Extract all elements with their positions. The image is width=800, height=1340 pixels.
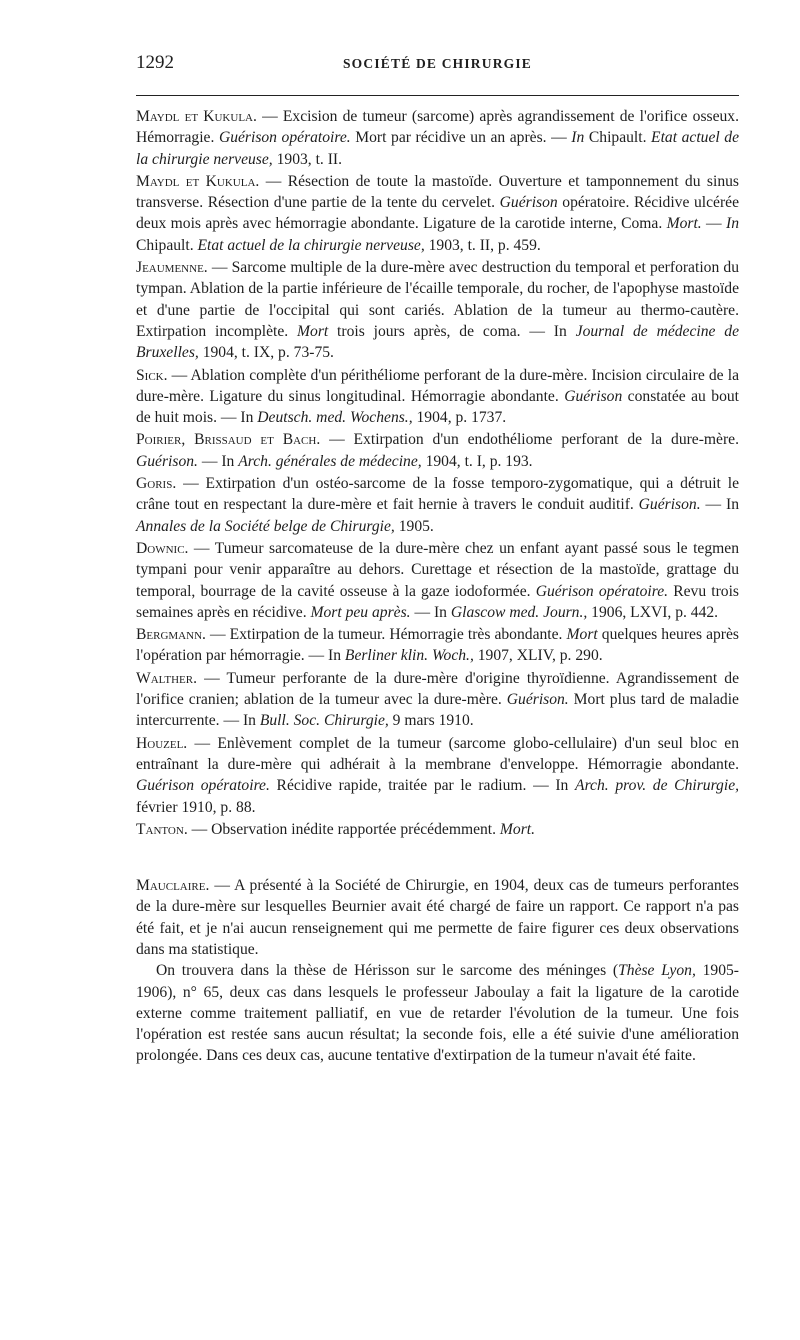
- case-entry: [136, 538, 739, 623]
- text-segment: — Enlèvement complet de la tumeur (sarcome globo-cellulaire) d'un seul bloc en entraînant la dure-mère qui adhérait à la membrane d'enveloppe. Hémorragie abondante.: [136, 734, 739, 773]
- text-segment: Revu trois semaines après en récidive.: [136, 582, 740, 621]
- italic-text: Mort.: [666, 215, 702, 233]
- case-list: [136, 106, 739, 840]
- case-entry: [136, 257, 739, 363]
- italic-text: Mort: [297, 322, 329, 340]
- author-name: Maydl et Kukula.: [136, 172, 260, 190]
- italic-text: Bull. Soc. Chirurgie,: [259, 712, 389, 730]
- author-name: Mauclaire.: [136, 877, 210, 895]
- text-segment: — Ablation complète d'un périthéliome perforant de la dure-mère. Incision circulaire de la dure-mère. Ligature du sinus longitudinal. Hémorragie abondante.: [136, 366, 739, 405]
- text-segment: Chipault.: [584, 129, 652, 147]
- italic-text: Mort.: [499, 820, 536, 838]
- page-body: [136, 106, 739, 1067]
- text-segment: 1903, t. II, p. 459.: [424, 236, 541, 254]
- text-segment: Mort par récidive un an après. —: [350, 129, 572, 147]
- author-name: Walther.: [136, 669, 197, 687]
- case-entry: [136, 429, 739, 472]
- italic-text: Etat actuel de la chirurgie nerveuse,: [136, 129, 739, 168]
- italic-text: Journal de médecine de Bruxelles,: [136, 322, 740, 362]
- text-segment: 1907, XLIV, p. 290.: [473, 647, 603, 665]
- text-segment: — A présenté à la Société de Chirurgie, en 1904, deux cas de tumeurs perforantes de la dure-mère sur lesquelles Beurnier avait été chargé de faire un rapport. Ce rapport n'a pas été fait, et je n'ai aucun renseignement qui me permette de faire figurer ces deux observations dans ma statistique.: [136, 877, 739, 958]
- italic-text: Guérison opératoire.: [535, 582, 669, 600]
- text-segment: opératoire. Récidive ulcérée deux mois après avec hémorragie abondante. Ligature de la carotide interne, Coma.: [136, 194, 739, 233]
- italic-text: Guérison.: [506, 691, 569, 709]
- italic-text: In: [726, 215, 739, 233]
- text-segment: — Observation inédite rapportée précédemment.: [187, 820, 500, 838]
- paragraph: [136, 875, 739, 960]
- text-segment: — Tumeur perforante de la dure-mère d'origine thyroïdienne. Agrandissement de l'orifice cranien; ablation de la tumeur avec la dure-mère.: [136, 669, 739, 709]
- case-entry: [136, 819, 739, 840]
- italic-text: Guérison opératoire.: [218, 129, 351, 147]
- author-name: Downic.: [136, 539, 189, 557]
- italic-text: Deutsch. med. Wochens.,: [257, 409, 413, 427]
- text-segment: 1904, t. I, p. 193.: [421, 452, 533, 470]
- text-segment: — Extirpation de la tumeur. Hémorragie très abondante.: [205, 626, 567, 644]
- italic-text: Guérison.: [136, 452, 198, 470]
- text-segment: — Sarcome multiple de la dure-mère avec destruction du temporal et perforation du tympan. Ablation de la partie inférieure de l'écaille temporale, du rocher, de l'apophyse mastoïde et d'une partie de l'occipital qui sont cariés. Ablation de la tumeur au thermo-cautère. Extirpation incomplète.: [136, 259, 739, 340]
- case-entry: [136, 668, 739, 732]
- text-segment: — In: [700, 496, 739, 514]
- case-entry: [136, 733, 739, 818]
- italic-text: Berliner klin. Woch.,: [344, 647, 474, 665]
- italic-text: Thèse Lyon,: [618, 962, 696, 980]
- case-entry: [136, 365, 739, 429]
- text-segment: — Extirpation d'un endothéliome perforant de la dure-mère.: [320, 431, 739, 449]
- italic-text: In: [571, 129, 585, 147]
- italic-text: Arch. prov. de Chirurgie,: [575, 777, 740, 795]
- italic-text: Guérison opératoire.: [136, 777, 270, 795]
- italic-text: Arch. générales de médecine,: [238, 452, 422, 470]
- paragraph: [136, 960, 739, 1066]
- text-segment: Mort plus tard de maladie intercurrente. — In: [136, 691, 739, 730]
- text-segment: — Excision de tumeur (sarcome) après agrandissement de l'orifice osseux. Hémorragie.: [136, 108, 740, 147]
- text-segment: 1904, p. 1737.: [412, 409, 507, 427]
- text-segment: quelques heures après l'opération par hémorragie. — In: [136, 626, 739, 665]
- text-segment: trois jours après, de coma. — In: [328, 322, 576, 340]
- italic-text: Guérison.: [638, 496, 701, 514]
- text-segment: On trouvera dans la thèse de Hérisson sur le sarcome des méninges (: [156, 962, 619, 980]
- author-name: Tanton.: [136, 820, 188, 838]
- case-entry: [136, 473, 739, 537]
- page-number: 1292: [136, 52, 174, 73]
- text-segment: Récidive rapide, traitée par le radium. — In: [269, 777, 576, 795]
- author-name: Houzel.: [136, 734, 188, 752]
- text-segment: — In: [197, 452, 239, 470]
- author-name: Maydl et Kukula.: [136, 108, 257, 125]
- header-rule: [136, 95, 739, 96]
- text-segment: — Résection de toute la mastoïde. Ouverture et tamponnement du sinus transverse. Résection d'une partie de la tente du cervelet.: [136, 172, 739, 212]
- page-header: [136, 52, 739, 74]
- italic-text: Mort peu après.: [310, 603, 411, 621]
- text-segment: 1906, LXVI, p. 442.: [587, 603, 719, 621]
- text-segment: 1904, t. IX, p. 73-75.: [198, 344, 334, 362]
- italic-text: Guérison: [564, 387, 623, 405]
- author-name: Sick.: [136, 366, 168, 384]
- text-segment: 9 mars 1910.: [388, 712, 474, 730]
- text-segment: constatée au bout de huit mois. — In: [136, 387, 740, 427]
- author-name: Jeaumenne.: [136, 259, 208, 277]
- commentary: [136, 875, 739, 1067]
- text-segment: — Tumeur sarcomateuse de la dure-mère chez un enfant ayant passé sous le tegmen tympani pour venir apparaître au dehors. Curettage et résection de la mastoïde, grattage du temporal, bourrage de la cavité osseuse à la gaze iodoformée.: [136, 539, 739, 600]
- text-segment: février 1910, p. 88.: [136, 798, 256, 816]
- text-segment: 1905.: [394, 517, 434, 535]
- case-entry: [136, 171, 739, 256]
- italic-text: Glascow med. Journ.,: [450, 603, 588, 621]
- author-name: Poirier, Brissaud et Bach.: [136, 431, 321, 449]
- italic-text: Etat actuel de la chirurgie nerveuse,: [197, 236, 425, 254]
- italic-text: Mort: [566, 626, 598, 644]
- case-entry: [136, 106, 739, 170]
- text-segment: 1905-1906), n° 65, deux cas dans lesquels le professeur Jaboulay a fait la ligature de la carotide externe comme traitement palliatif, en vue de retarder l'évolution de la tumeur. Une fois l'opération est restée sans aucun résultat; la seconde fois, elle a été suivie d'une amélioration prolongée. Dans ces deux cas, aucune tentative d'extirpation de la tumeur n'avait été faite.: [136, 962, 739, 1065]
- running-head: SOCIÉTÉ DE CHIRURGIE: [342, 56, 533, 71]
- text-segment: — Extirpation d'un ostéo-sarcome de la fosse temporo-zygomatique, qui a détruit le crâne tout en respectant la dure-mère et fait hernie à travers le conduit auditif.: [136, 475, 739, 514]
- italic-text: Annales de la Société belge de Chirurgie,: [136, 517, 395, 535]
- case-entry: [136, 624, 739, 667]
- text-segment: 1903, t. II.: [272, 150, 342, 168]
- author-name: Goris.: [136, 475, 177, 493]
- text-segment: Chipault.: [136, 236, 198, 254]
- text-segment: — In: [410, 603, 451, 621]
- text-segment: —: [701, 215, 726, 233]
- author-name: Bergmann.: [136, 626, 206, 644]
- italic-text: Guérison: [499, 194, 558, 212]
